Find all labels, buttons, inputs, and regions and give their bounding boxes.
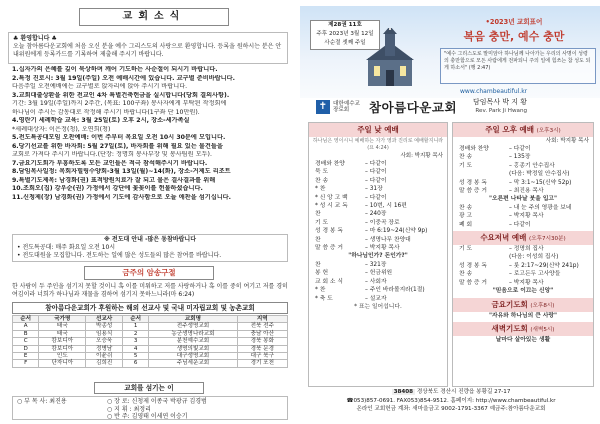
bank-line: 온라인 교회헌금 계좌: 새마을금고 9002-1791-3367 예금주:참아름다운교회: [356, 406, 546, 413]
mission-row: [13, 323, 288, 330]
other-services: [452, 122, 594, 387]
order-item: [459, 279, 587, 287]
order-item: [459, 245, 587, 253]
notice-item: 하나님이 주시는 감동대로 작정해 주시기 바랍니다(1구좌 단 10만원).: [12, 108, 200, 116]
order-item: [315, 244, 441, 252]
notice-item: 1.십자가의 은혜를 깊이 묵상하며 깨어 기도하는 사순절이 되시기 바랍니다.: [12, 66, 218, 73]
order-value: – 이중곡 장로: [365, 219, 400, 226]
sunday-service: [308, 122, 448, 387]
order-item: [459, 221, 587, 229]
order-label: 찬: [315, 211, 321, 218]
order-value: – 최진용 목사: [509, 188, 544, 195]
order-value: (다음: 박정일 안수집사): [509, 171, 570, 178]
mission-cell: 임용식: [86, 330, 123, 337]
servers-row: [17, 398, 283, 406]
order-value: – 로고든두 고사양들: [509, 271, 561, 278]
wednesday-sermon-title: "믿음으로 이끄는 신앙": [492, 288, 554, 295]
mission-cell: 이윤쉬: [86, 353, 123, 360]
afternoon-time: (오후3시): [536, 128, 561, 134]
mission-cell: F: [13, 360, 39, 367]
mission-cell: 전주생명교회: [149, 323, 237, 330]
mission-title: 참아름다운교회가 후원하는 해외 선교사 및 국내 미자립교회 및 농촌교회: [12, 302, 288, 314]
order-label: 봉 헌: [315, 270, 329, 277]
cover-banner: [300, 6, 600, 98]
mission-cell: 1: [123, 323, 149, 330]
evangelism-heading: ※ 전도대 안내 -많은 동참바랍니다: [103, 236, 197, 243]
mission-cell: 주님세운교회: [149, 360, 237, 367]
issue-sunday: 사순절 셋째 주일: [324, 40, 366, 46]
order-label: 광 고: [459, 213, 473, 220]
mission-row: [13, 353, 288, 360]
servers-role: [17, 406, 107, 414]
wednesday-time: (오후7시30분): [529, 236, 566, 243]
mission-cell: B: [13, 330, 39, 337]
mission-row: [13, 345, 288, 352]
afternoon-title-text: 주일 오후 예배: [485, 125, 534, 134]
church-name: 참아름다운교회: [369, 100, 458, 115]
address-text: 경상북도 경산시 진량읍 봉황길 27-17: [416, 389, 511, 395]
order-label: 기 도: [459, 162, 473, 169]
friday-time: (오후8시): [530, 302, 555, 309]
dawn-theme: 날마다 살아있는 생활: [495, 336, 551, 343]
notice-item: 5.전도특공대모임 오찬예배: 이번 주부터 목요일 오전 10시 30분에 모입니다.: [12, 134, 226, 141]
order-item: [315, 160, 441, 168]
servers-row: [17, 413, 283, 421]
order-item: [459, 162, 587, 170]
order-item: [459, 204, 587, 212]
order-item: [459, 170, 587, 178]
mission-cell: 충남 아산: [237, 330, 287, 337]
memory-verse-title: 금주의 암송구절: [84, 266, 214, 280]
contact-footer: [308, 388, 594, 420]
order-label: 경배와 찬양: [315, 161, 345, 167]
year-label: •2023년 교회표어: [485, 18, 543, 26]
phone-line: ☎053)857-0691. FAX053)854-9512. 홈페이지: http://www.chambeautiful.kr: [346, 397, 556, 404]
order-label: 성 경 봉 독: [315, 228, 343, 235]
afternoon-order: [453, 145, 593, 195]
sunday-sermon-title: "하나님인가? 돈인가?": [348, 253, 408, 260]
order-item: [459, 145, 587, 153]
order-label: 성 경 봉 독: [459, 262, 487, 269]
afternoon-order-after: [453, 204, 593, 229]
order-value: – 다같이: [509, 146, 531, 152]
order-item: [459, 270, 587, 278]
mission-cell: 대구생명교회: [149, 353, 237, 360]
order-label: * 성 시 교 독: [315, 203, 348, 210]
order-label: 기 도: [315, 219, 329, 226]
mission-row: [13, 330, 288, 337]
servers-role: ○ 부 목 사: 최진용: [17, 398, 67, 405]
sunday-call-verse: 하나님은 영이시니 예배하는 자가 영과 진리로 예배할지니라 (요 4:24): [312, 138, 444, 151]
order-item: [459, 253, 587, 261]
mission-header-cell: 지역: [237, 316, 287, 323]
mission-cell: 경북 문경: [237, 345, 287, 352]
theme-verse: "예수 그리스도로 말미암아 하나님께 나아가는 우리의 사명이 성령의 충만함으로 모든 사람에게 전파되니 주의 일에 힘쓰는 참 성도 되게 하소서" (행 2:47): [440, 48, 596, 84]
order-value: – 다같이: [365, 177, 387, 184]
servers-row: [17, 406, 283, 414]
order-label: 교 회 소 식: [315, 278, 343, 285]
pastor-name: 담임목사 박 지 황: [473, 98, 528, 106]
notice-item: 7.금요기도회가 부흥하도록 모든 교인들은 적극 참석해주시기 바랍니다.: [12, 159, 208, 167]
evangelism-line: • 전도대원을 모집합니다. 전도하는 일에 많은 성도들의 많은 참여를 바랍니다.: [17, 252, 222, 259]
pastor-info: [473, 98, 527, 116]
order-value: – 박지황 목사: [509, 279, 544, 286]
order-label: * 찬: [315, 287, 326, 294]
mission-cell: 4: [123, 345, 149, 352]
welcome-box: [8, 32, 288, 64]
notice-item: 8.담임목사일정: 목회자힐링수양회-3월 13일(월)~14(화), 장소-거제도 리조트: [12, 168, 231, 175]
order-value: – 설교자: [365, 295, 387, 302]
order-value: – 헌금위원: [365, 270, 393, 277]
wednesday-order: [453, 245, 593, 287]
order-item: [315, 219, 441, 227]
evangelism-line: • 전도특공대: 매주 화요일 오전 10시: [17, 244, 116, 251]
order-value: – 다같이: [365, 194, 387, 201]
mission-cell: 단자니아: [39, 360, 86, 367]
wednesday-service-title: [453, 231, 593, 245]
order-value: – 10번, 시 16편: [365, 203, 407, 210]
friday-theme: "자유와 하나님의 큰 사랑": [488, 312, 558, 319]
order-label: 묵 도: [315, 169, 329, 176]
order-label: 기 도: [459, 246, 473, 253]
mission-cell: 오승욱: [86, 338, 123, 345]
mission-cell: 3: [123, 338, 149, 345]
servers-names: ○ 지 휘 : 최정리: [107, 405, 151, 413]
mission-cell: 5: [123, 353, 149, 360]
evangelism-box: [12, 234, 288, 262]
friday-prayer-title: [453, 298, 593, 312]
order-label: 폐 회: [459, 221, 473, 228]
order-value: – 정명희 집사: [509, 246, 544, 253]
order-value: – 다같이: [365, 169, 387, 176]
order-label: 찬 송: [459, 271, 473, 278]
year-theme: [430, 16, 598, 44]
order-label: 찬: [315, 261, 321, 268]
mission-header-cell: 순서: [13, 316, 39, 323]
mission-cell: 인도: [39, 353, 86, 360]
order-item: [315, 185, 441, 193]
welcome-heading: ♣ 환영합니다 ♣: [13, 35, 57, 42]
order-label: 찬: [315, 236, 321, 243]
notice-item: 2.특정 진로시: 3월 19일(주일) 오전 예배시간에 있습니다. 교구별 준비바랍니다.: [12, 74, 235, 82]
order-item: [315, 278, 441, 286]
order-value: – 내 눈 주의 영광을 보네: [509, 204, 572, 211]
mission-cell: A: [13, 323, 39, 330]
mission-cell: C: [13, 338, 39, 345]
left-page: [4, 4, 292, 420]
order-item: [315, 227, 441, 235]
issue-volume: 제28권 11호: [328, 22, 362, 28]
order-item: [315, 295, 441, 303]
afternoon-service-title: [453, 123, 593, 137]
pastor-name-en: Rev. Park Ji Hwang: [475, 108, 528, 114]
order-value: – 240장: [365, 211, 387, 218]
mission-cell: 6: [123, 360, 149, 367]
welcome-text: 오늘 참아름다운교회에 처음 오신 분을 예수 그리스도의 사랑으로 환영합니다. 등록을 원하시는 분은 안내위원에게 등록카드를 기록하여 제출해 주시기 바랍니다.: [13, 43, 282, 58]
mission-cell: 생명의빛교회: [149, 345, 237, 352]
order-value: – 마 6:19~24(신약 9p): [365, 228, 428, 235]
order-item: [459, 179, 587, 187]
mission-cell: 대구 북구: [237, 353, 287, 360]
church-brand: [316, 98, 596, 116]
mission-cell: 농군생명나라교회: [149, 330, 237, 337]
notice-item: 6.당기선교를 위한 바자회: 5월 27일(토), 바자회를 위해 필요 있는 물건들을: [12, 142, 223, 150]
servers-names: ○ 반 주: 김영태 이세연 이승기: [107, 413, 188, 420]
sunday-order-after: [309, 261, 447, 303]
order-item: [315, 210, 441, 218]
mission-header-cell: 순서: [123, 316, 149, 323]
mission-cell: 태국: [39, 330, 86, 337]
mission-cell: 정병남: [86, 345, 123, 352]
friday-title-text: 금요기도회: [491, 299, 528, 309]
order-value: – 321장: [365, 261, 387, 268]
order-value: – 31장: [365, 186, 383, 193]
mission-cell: 경북 봉화: [237, 338, 287, 345]
mission-row: [13, 338, 288, 345]
postal-code: 38408: [393, 389, 414, 395]
issue-date: 주후 2023년 3월 12일: [316, 31, 374, 37]
servers-box: [12, 396, 288, 420]
website-url[interactable]: www.chambeautiful.kr: [460, 88, 528, 95]
order-label: 찬 송: [315, 177, 329, 184]
afternoon-leader: 사회: 박지황 목사: [545, 138, 589, 144]
order-item: [459, 187, 587, 195]
order-value: – 박지황 목사: [365, 245, 400, 252]
order-value: – 135장: [509, 154, 531, 161]
order-item: [315, 269, 441, 277]
address-line: [308, 388, 594, 397]
order-value: – 다같이: [365, 161, 387, 167]
order-item: [315, 261, 441, 269]
order-value: – 다같이: [509, 221, 531, 228]
notice-item: 9.특별기도제목: 남경화(권) 표적방원치료가 잘 되고 물은 결사결과를 위해: [12, 176, 216, 184]
mission-cell: 전북 전주: [237, 323, 287, 330]
mission-cell: 태국: [39, 323, 86, 330]
sunday-leader: 사회: 박지황 목사: [400, 153, 443, 159]
order-label: 찬 송: [459, 204, 473, 211]
order-label: * 신 앙 고 백: [315, 194, 348, 201]
church-illustration: [360, 28, 420, 88]
order-value: (다음: 이성희 집사): [509, 254, 559, 261]
servers-names: ○ 장 로: 신청제 이종국 박광규 김경범: [107, 398, 207, 405]
mission-cell: 박종성: [86, 323, 123, 330]
right-page: [300, 0, 600, 424]
notice-item: 4.영란기 세례학습 교육: 3월 25일(토) 오후 2시, 장소-세가족실: [12, 117, 190, 124]
wednesday-title-text: 수요저녁 예배: [480, 233, 527, 243]
servers-title: 교회를 섬기는 이: [94, 382, 204, 394]
order-value: – 사회자: [365, 278, 387, 285]
denomination: 대한예수교 장로회: [333, 100, 361, 113]
order-item: [315, 194, 441, 202]
order-item: [315, 236, 441, 244]
mission-cell: D: [13, 345, 39, 352]
mission-cell: 캄보디아: [39, 338, 86, 345]
notice-item: 3.교회대출상환을 위한 전교인 4차 특별건축헌금을 실시합니다(당회 결의사항).: [12, 91, 230, 99]
mission-cell: 2: [123, 330, 149, 337]
notice-item: 다음주일 오전예배에는 교구별로 앉자리에 앉아 주시기 바랍니다.: [12, 83, 188, 90]
afternoon-sermon-title: "오른편 나타날 붓을 입고": [488, 196, 558, 203]
notice-item: 기간: 3월 19일(주일)까지 2주간, (목표: 100구좌) 봉사자에게 부탁된 작정회에: [12, 100, 227, 107]
order-value: – 박지황 목사: [509, 213, 544, 220]
dawn-title-text: 새벽기도회: [491, 323, 528, 333]
order-label: 말 씀 증 거: [459, 279, 487, 286]
order-value: – 홍종기 안수집사: [509, 162, 555, 169]
theme-text: 복음 충만, 예수 충만: [463, 30, 565, 43]
order-label: * 축 도: [315, 295, 333, 302]
mission-header-cell: 국가명: [39, 316, 86, 323]
mission-cell: 경기 포천: [237, 360, 287, 367]
notice-item: 11.신청제(장) 남경화(권) 가정에서 기도에 감사함으로 오늘 애찬을 섬기십니다.: [12, 193, 232, 201]
order-item: [459, 153, 587, 161]
sunday-service-title: 주일 낮 예배: [309, 123, 447, 137]
notice-item: 10.조희오(집) 강우순(권) 가정에서 강단에 꽃꽂이를 헌물하셨습니다.: [12, 185, 203, 192]
mission-cell: 김희진: [86, 360, 123, 367]
order-value: – 주인 바라볼지라(1절): [365, 287, 425, 294]
servers-role: [17, 413, 107, 421]
order-item: [459, 212, 587, 220]
order-item: [315, 168, 441, 176]
order-label: 말 씀 증 거: [315, 245, 343, 252]
order-item: [459, 262, 587, 270]
dawn-prayer-title: [453, 322, 593, 336]
order-label: [459, 170, 509, 178]
memory-verse-text: 한 사람이 두 주인을 섬기지 못할 것이니 혹 이를 미워하고 저를 사랑하거나 혹 이를 중히 여기고 저를 경히 여김이라 너희가 하나님과 재물을 겸하여 섬기지 못하느니라(마 6:24): [12, 283, 288, 298]
standing-note: * 표는 일어섭니다.: [354, 303, 402, 310]
church-news-title: 교회소식: [79, 8, 229, 26]
order-label: 말 씀 증 거: [459, 188, 487, 195]
mission-header-cell: 교회명: [149, 316, 237, 323]
order-label: 성 경 봉 독: [459, 179, 487, 186]
order-value: – 생명나무 찬양대: [365, 236, 411, 243]
mission-row: [13, 360, 288, 367]
mission-table: [12, 315, 288, 368]
mission-cell: 캄보디아: [39, 345, 86, 352]
order-value: – 막 3:1~15(신약 52p): [509, 179, 572, 186]
notice-item: 교회로 가져다 주시기 바랍니다.(단장: 정명희 봉사부장 및 봉사팀원 모두).: [12, 151, 212, 158]
order-item: [315, 286, 441, 294]
order-label: [459, 253, 509, 261]
order-label: 경배와 찬양: [459, 146, 489, 152]
cross-logo-icon: ✝: [316, 100, 330, 114]
mission-header-cell: 선교사: [86, 316, 123, 323]
dawn-time: (새벽5시): [530, 326, 555, 333]
mission-cell: 분천예수교회: [149, 338, 237, 345]
notice-item: *세례대상자: 이은정(청), 오연희(청): [12, 125, 111, 133]
order-item: [315, 177, 441, 185]
order-item: [315, 202, 441, 210]
order-value: – 룻 2:17~29(신약 241p): [509, 262, 579, 269]
notices-list: [12, 66, 288, 202]
order-label: * 찬: [315, 186, 326, 193]
sunday-order: [309, 160, 447, 252]
mission-cell: E: [13, 353, 39, 360]
order-label: 찬 송: [459, 154, 473, 161]
